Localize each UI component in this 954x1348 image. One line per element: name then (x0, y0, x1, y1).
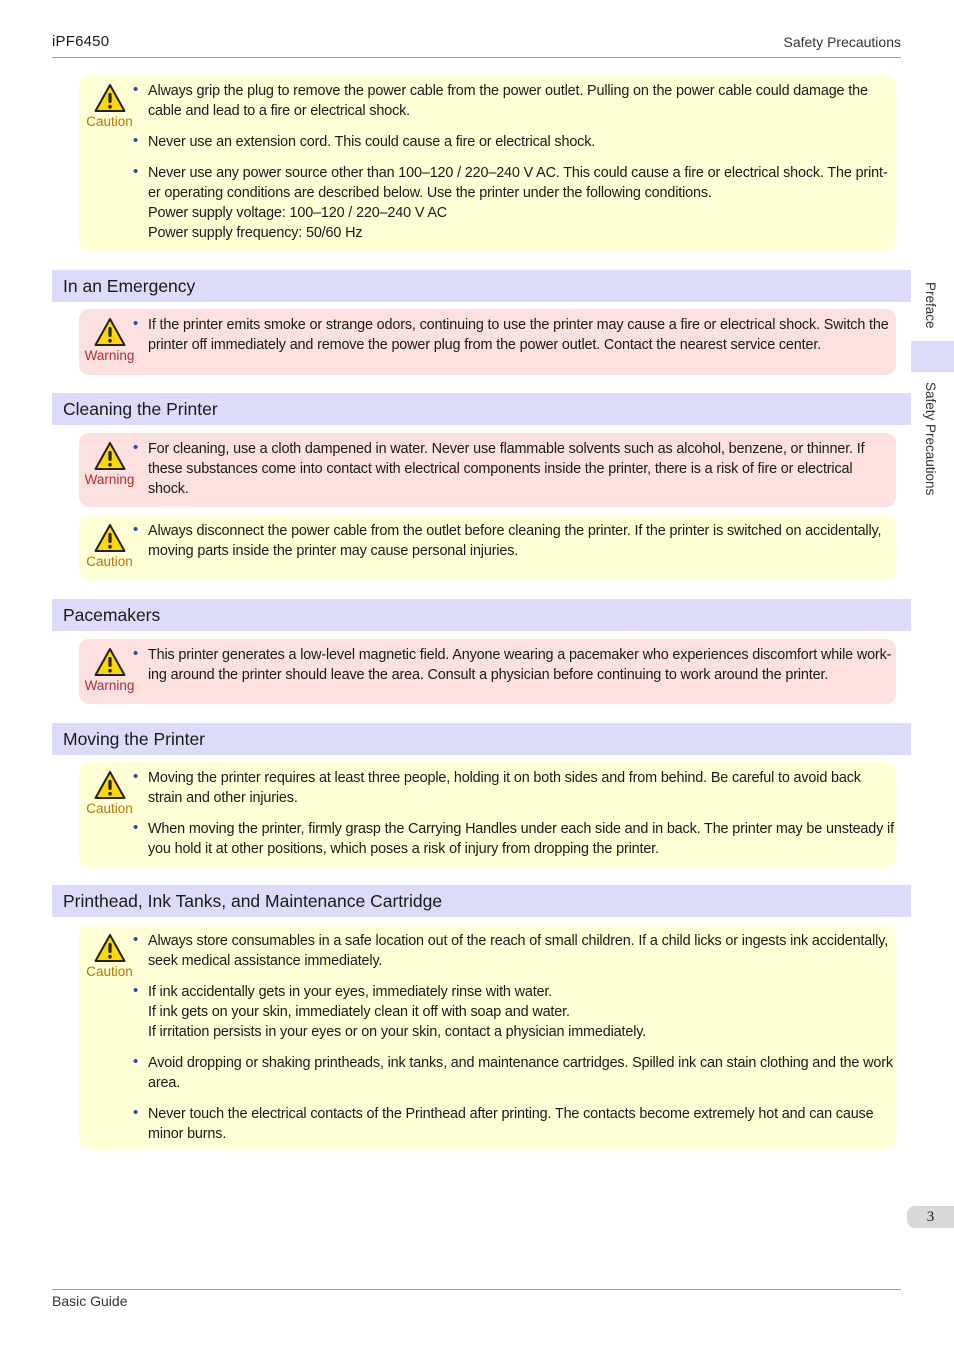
bullet-mark: • (133, 439, 139, 456)
bullet-mark: • (133, 982, 139, 999)
caution-badge (79, 770, 140, 816)
section-title: Cleaning the Printer (63, 399, 218, 419)
warning-triangle-icon (94, 770, 126, 800)
caution-label: Caution (86, 801, 133, 816)
notice-item-list (133, 81, 888, 254)
notice-item-list (133, 521, 888, 572)
caution-label: Caution (86, 554, 133, 569)
caution-badge (79, 933, 140, 979)
caution-box-moving (79, 762, 896, 867)
bullet-mark: • (133, 315, 139, 332)
notice-item: • Never use an extension cord. This could cause a fire or electrical shock. (133, 132, 596, 150)
notice-item: • Always store consumables in a safe location out of the reach of small children. If a child licks or ingests ink accidentally, seek medical assistance immediately. (133, 931, 889, 969)
caution-box-printhead (79, 925, 896, 1149)
side-nav-safety-precautions[interactable] (922, 382, 944, 502)
bullet-mark: • (133, 1053, 139, 1070)
notice-item-list (133, 768, 894, 870)
page-number: 3 (907, 1206, 954, 1228)
bullet-mark: • (133, 1104, 139, 1121)
bullet-mark: • (133, 163, 139, 180)
caution-label: Caution (86, 964, 133, 979)
caution-badge (79, 83, 140, 129)
side-nav-preface[interactable] (922, 282, 944, 342)
caution-badge (79, 523, 140, 569)
notice-item: • When moving the printer, firmly grasp the Carrying Handles under each side and in back. The printer may be unsteady if you hold it at other positions, which poses a risk of injury from dropping the printer. (133, 819, 894, 857)
bullet-mark: • (133, 819, 139, 836)
section-heading-moving (52, 723, 911, 755)
warning-badge (79, 647, 140, 693)
notice-item: • This printer generates a low-level magnetic field. Anyone wearing a pacemaker who experiences discomfort while work- ing around the printer should leave the area. Consult a physician before continuing to work around the printer. (133, 645, 892, 683)
notice-item: • Avoid dropping or shaking printheads, ink tanks, and maintenance cartridges. Spilled ink can stain clothing and the work area. (133, 1053, 893, 1091)
notice-item-list (133, 931, 893, 1155)
side-nav-safety-label: Safety Precautions (923, 382, 938, 496)
warning-triangle-icon (94, 523, 126, 553)
warning-label: Warning (84, 348, 135, 363)
warning-box-cleaning (79, 433, 896, 507)
section-heading-printhead (52, 885, 911, 917)
warning-triangle-icon (94, 83, 126, 113)
section-heading-pacemakers (52, 599, 911, 631)
warning-triangle-icon (94, 647, 126, 677)
warning-triangle-icon (94, 441, 126, 471)
notice-item: • Never use any power source other than 100–120 / 220–240 V AC. This could cause a fire or electrical shock. The print- er operating conditions are described below. Use the printer under the following conditions. Power supply voltage: 100–120 / 220–240 V AC Power supply frequency: 50/60 Hz (133, 163, 888, 241)
section-title: In an Emergency (63, 276, 196, 296)
footer-rule (52, 1289, 901, 1290)
section-title: Moving the Printer (63, 729, 206, 749)
bullet-mark: • (133, 521, 139, 538)
header-section-name: Safety Precautions (783, 34, 901, 50)
notice-item-list (133, 645, 892, 696)
caution-box-power (79, 75, 896, 251)
bullet-mark: • (133, 931, 139, 948)
section-title: Printhead, Ink Tanks, and Maintenance Cartridge (63, 891, 443, 911)
caution-box-cleaning (79, 515, 896, 580)
warning-box-pacemakers (79, 639, 896, 704)
warning-badge (79, 441, 140, 487)
header-rule (52, 57, 901, 58)
bullet-mark: • (133, 132, 139, 149)
section-heading-emergency (52, 270, 911, 302)
section-title: Pacemakers (63, 605, 161, 625)
side-nav-preface-label: Preface (923, 282, 938, 329)
caution-label: Caution (86, 114, 133, 129)
notice-item: • If ink accidentally gets in your eyes, immediately rinse with water. If ink gets on your skin, immediately clean it off with soap and water. If irritation persists in your eyes or on your skin, contact a physician immediately. (133, 982, 647, 1040)
footer-guide-name: Basic Guide (52, 1293, 128, 1309)
warning-label: Warning (84, 678, 135, 693)
bullet-mark: • (133, 645, 139, 662)
notice-item: • Moving the printer requires at least three people, holding it on both sides and from behind. Be careful to avoid back strain and other injuries. (133, 768, 861, 806)
section-heading-cleaning (52, 393, 911, 425)
warning-badge (79, 317, 140, 363)
warning-triangle-icon (94, 933, 126, 963)
notice-item: • Never touch the electrical contacts of the Printhead after printing. The contacts become extremely hot and can cause minor burns. (133, 1104, 874, 1142)
notice-item: • For cleaning, use a cloth dampened in water. Never use flammable solvents such as alcohol, benzene, or thinner. If these substances come into contact with electrical components inside the printer, there is a risk of fire or electrical shock. (133, 439, 865, 497)
bullet-mark: • (133, 81, 139, 98)
notice-item: • Always grip the plug to remove the power cable from the power outlet. Pulling on the power cable could damage the cable and lead to a fire or electrical shock. (133, 81, 868, 119)
notice-item-list (133, 315, 888, 366)
warning-label: Warning (84, 472, 135, 487)
notice-item: • Always disconnect the power cable from the outlet before cleaning the printer. If the printer is switched on accidentally, moving parts inside the printer may cause personal injuries. (133, 521, 882, 559)
header-product-name: iPF6450 (52, 33, 110, 50)
warning-box-emergency (79, 309, 896, 375)
bullet-mark: • (133, 768, 139, 785)
warning-triangle-icon (94, 317, 126, 347)
notice-item: • If the printer emits smoke or strange odors, continuing to use the printer may cause a fire or electrical shock. Switch the printer off immediately and remove the power plug from the power outlet. Contact the nearest service center. (133, 315, 889, 353)
notice-item-list (133, 439, 888, 510)
side-nav-current-tab[interactable] (911, 341, 954, 372)
